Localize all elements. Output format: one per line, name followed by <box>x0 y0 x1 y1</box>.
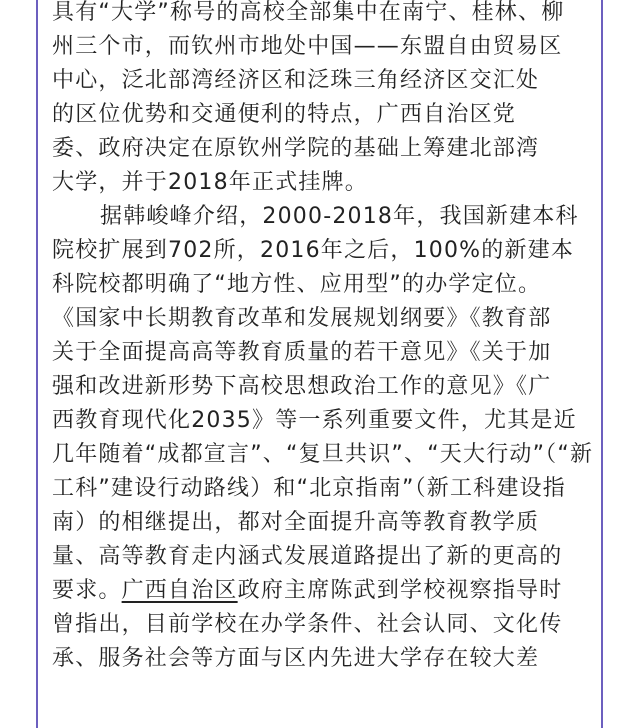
text-line: 强和改进新形势下高校思想政治工作的意见》《广 <box>52 374 552 399</box>
right-border-line <box>601 0 603 728</box>
paragraph-2 <box>52 200 592 676</box>
text-line: 据韩峻峰介绍，2000-2018年，我国新建本科 <box>100 204 579 229</box>
text-line: 工科”建设行动路线）和“北京指南”（新工科建设指 <box>52 476 566 501</box>
text-line: 具有“大学”称号的高校全部集中在南宁、桂林、柳 <box>52 0 565 25</box>
text-line: 中心，泛北部湾经济区和泛珠三角经济区交汇处 <box>52 68 540 93</box>
text-segment: 要求。 <box>52 578 122 603</box>
text-line: 州三个市，而钦州市地处中国——东盟自由贸易区 <box>52 34 563 59</box>
text-line-with-link <box>52 574 592 608</box>
guangxi-link[interactable]: 广西自治区 <box>121 578 238 603</box>
text-line: 西教育现代化2035》等一系列重要文件，尤其是近 <box>52 408 577 433</box>
text-line: 科院校都明确了“地方性、应用型”的办学定位。 <box>52 272 542 297</box>
text-segment: 政府主席陈武到学校视察指导时 <box>237 578 563 603</box>
text-line: 南）的相继提出，都对全面提升高等教育教学质 <box>52 510 540 535</box>
article-body <box>52 0 592 676</box>
text-line: 关于全面提高高等教育质量的若干意见》《关于加 <box>52 340 552 365</box>
paragraph-1 <box>52 0 592 200</box>
text-line: 承、服务社会等方面与区内先进大学存在较大差 <box>52 646 540 671</box>
text-line: 《国家中长期教育改革和发展规划纲要》《教育部 <box>52 306 552 331</box>
text-line: 曾指出，目前学校在办学条件、社会认同、文化传 <box>52 612 563 637</box>
text-line: 大学，并于2018年正式挂牌。 <box>52 170 368 195</box>
text-line: 的区位优势和交通便利的特点，广西自治区党 <box>52 102 517 127</box>
left-border-line <box>36 0 38 728</box>
text-line: 委、政府决定在原钦州学院的基础上筹建北部湾 <box>52 136 540 161</box>
text-line: 院校扩展到702所，2016年之后，100%的新建本 <box>52 238 575 263</box>
text-line: 几年随着“成都宣言”、“复旦共识”、“天大行动”（“新 <box>52 442 594 467</box>
text-line: 量、高等教育走内涵式发展道路提出了新的更高的 <box>52 544 563 569</box>
